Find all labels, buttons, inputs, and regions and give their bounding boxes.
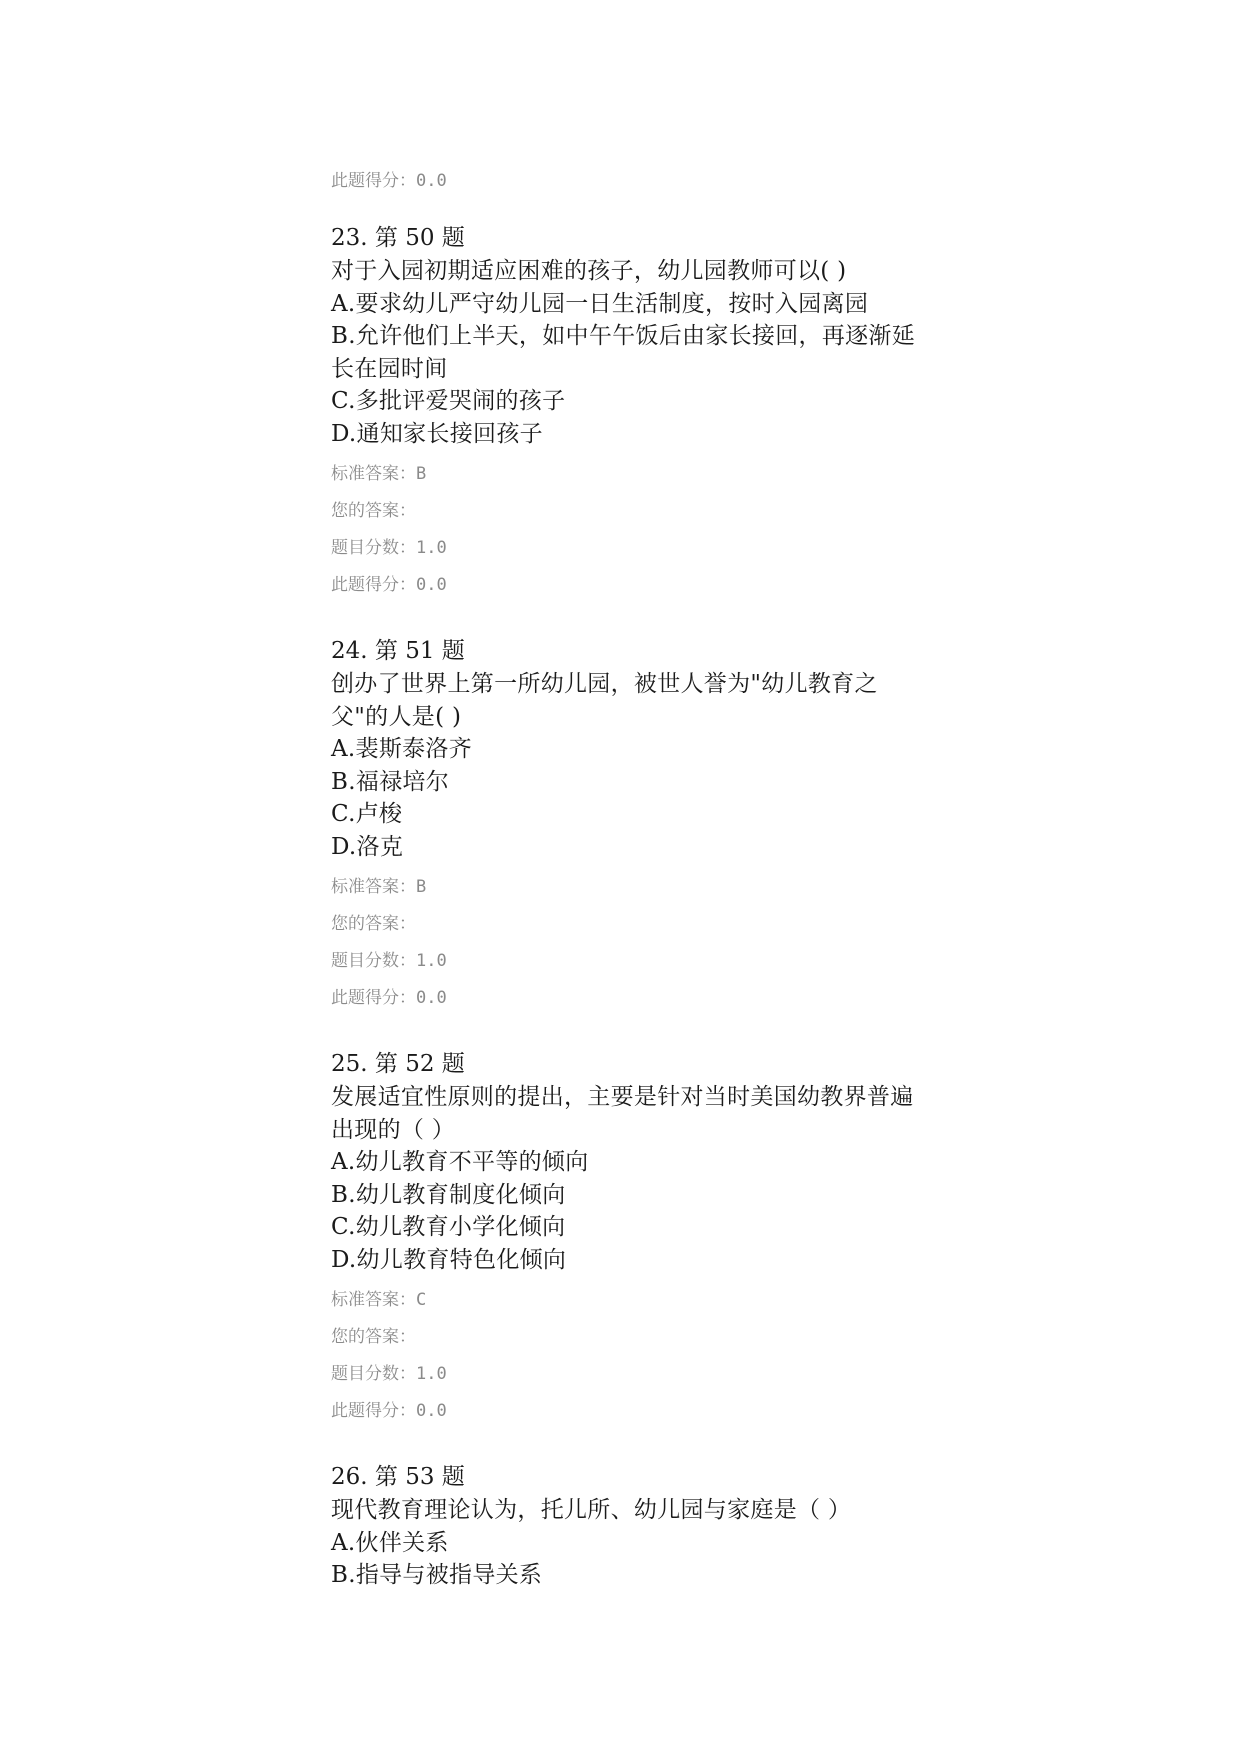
your-answer: 您的答案： (331, 1327, 416, 1347)
question-25 (331, 1048, 931, 1430)
question-number: 23. 第 50 题 (331, 225, 465, 251)
option-a: A.幼儿教育不平等的倾向 (331, 1149, 589, 1175)
option-d: D.幼儿教育特色化倾向 (331, 1246, 567, 1273)
option-b: B.指导与被指导关系 (331, 1562, 543, 1588)
earned-score: 此题得分：0.0 (331, 1401, 447, 1421)
question-score: 题目分数：1.0 (331, 538, 447, 558)
option-a: A.要求幼儿严守幼儿园一日生活制度，按时入园离园 (331, 290, 869, 317)
option-a: A.伙伴关系 (331, 1529, 449, 1556)
question-number: 24. 第 51 题 (331, 638, 465, 664)
answer-info (331, 1282, 931, 1430)
question-stem: 创办了世界上第一所幼儿园，被世人誉为"幼儿教育之父"的人是( ) (331, 671, 878, 730)
question-stem: 发展适宜性原则的提出，主要是针对当时美国幼教界普遍出现的（ ） (331, 1084, 914, 1143)
option-b: B.允许他们上半天，如中午午饭后由家长接回，再逐渐延长在园时间 (331, 323, 916, 382)
standard-answer: 标准答案：B (331, 464, 427, 484)
standard-answer: 标准答案：B (331, 877, 427, 897)
option-d: D.洛克 (331, 833, 404, 860)
question-26 (331, 1461, 931, 1592)
option-c: C.幼儿教育小学化倾向 (331, 1214, 566, 1240)
your-answer: 您的答案： (331, 914, 416, 934)
earned-score-previous: 此题得分：0.0 (331, 171, 447, 191)
question-24 (331, 635, 931, 1017)
earned-score: 此题得分：0.0 (331, 575, 447, 595)
standard-answer: 标准答案：C (331, 1290, 427, 1310)
question-23 (331, 222, 931, 604)
question-score: 题目分数：1.0 (331, 1364, 447, 1384)
question-number: 26. 第 53 题 (331, 1464, 465, 1490)
option-d: D.通知家长接回孩子 (331, 420, 543, 447)
question-number: 25. 第 52 题 (331, 1051, 465, 1077)
option-b: B.幼儿教育制度化倾向 (331, 1181, 566, 1208)
answer-info (331, 456, 931, 604)
option-a: A.裴斯泰洛齐 (331, 736, 473, 762)
option-c: C.卢梭 (331, 801, 403, 827)
question-score: 题目分数：1.0 (331, 951, 447, 971)
question-stem: 现代教育理论认为，托儿所、幼儿园与家庭是（ ） (331, 1497, 852, 1523)
option-c: C.多批评爱哭闹的孩子 (331, 388, 566, 414)
your-answer: 您的答案： (331, 501, 416, 521)
answer-info (331, 869, 931, 1017)
option-b: B.福禄培尔 (331, 768, 450, 795)
question-stem: 对于入园初期适应困难的孩子，幼儿园教师可以( ) (331, 258, 847, 284)
earned-score: 此题得分：0.0 (331, 988, 447, 1008)
